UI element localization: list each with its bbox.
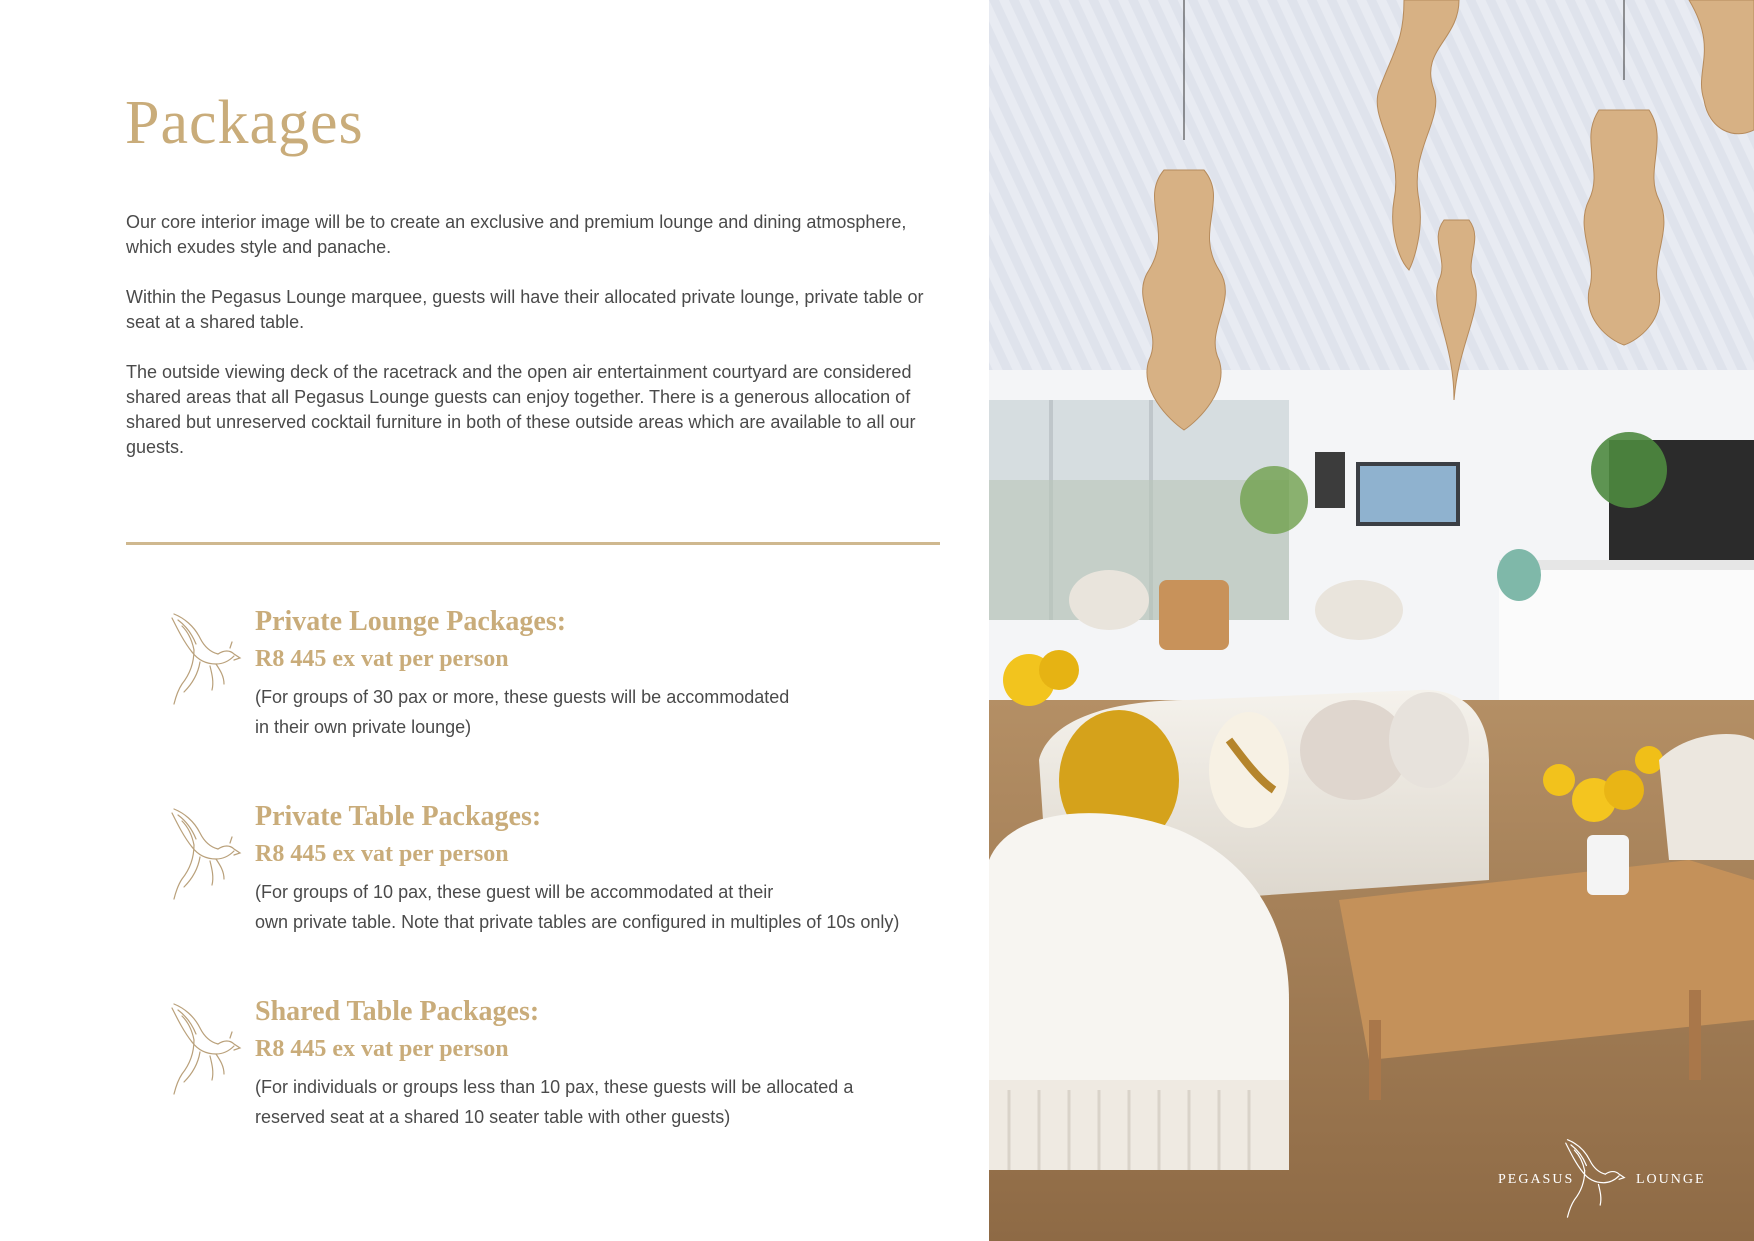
package-name: Private Lounge Packages: (255, 606, 567, 637)
package-description (255, 877, 955, 937)
package-description (255, 682, 955, 742)
section-divider (126, 542, 940, 545)
package-name: Private Table Packages: (255, 801, 542, 832)
pegasus-icon (170, 612, 242, 712)
package-description-line: (For individuals or groups less than 10 pax, these guests will be allocated a (255, 1077, 854, 1097)
package-description-line: (For groups of 10 pax, these guest will be accommodated at their (255, 882, 774, 902)
intro-paragraph: Our core interior image will be to create an exclusive and premium lounge and dining atmosphere, which exudes style and panache. (126, 212, 907, 257)
intro-paragraph: Within the Pegasus Lounge marquee, guests will have their allocated private lounge, private table or seat at a shared table. (126, 287, 924, 332)
pegasus-logo-icon (1564, 1138, 1626, 1224)
lounge-interior-illustration (989, 0, 1754, 1241)
brand-text-right: LOUNGE (1636, 1172, 1706, 1187)
package-price: R8 445 ex vat per person (255, 1036, 509, 1062)
page-title: Packages (125, 89, 364, 157)
package-description-line: in their own private lounge) (255, 717, 472, 737)
intro-paragraph: The outside viewing deck of the racetrack and the open air entertainment courtyard are considered shared areas that all Pegasus Lounge guests can enjoy together. There is a generous allocation of shared but unreserved cocktail furniture in both of these outside areas which are available to all our guests. (126, 362, 916, 457)
package-price: R8 445 ex vat per person (255, 646, 509, 672)
brand-text-left: PEGASUS (1498, 1172, 1575, 1187)
intro-text (126, 210, 936, 485)
package-price: R8 445 ex vat per person (255, 841, 509, 867)
package-name: Shared Table Packages: (255, 996, 540, 1027)
package-description-line: reserved seat at a shared 10 seater table with other guests) (255, 1107, 731, 1127)
brand-logo (1498, 1138, 1712, 1224)
pegasus-icon (170, 1002, 242, 1102)
package-description (255, 1072, 955, 1132)
lounge-photo (989, 0, 1754, 1241)
package-description-line: own private table. Note that private tables are configured in multiples of 10s only) (255, 912, 900, 932)
pegasus-icon (170, 807, 242, 907)
package-description-line: (For groups of 30 pax or more, these guests will be accommodated (255, 687, 790, 707)
